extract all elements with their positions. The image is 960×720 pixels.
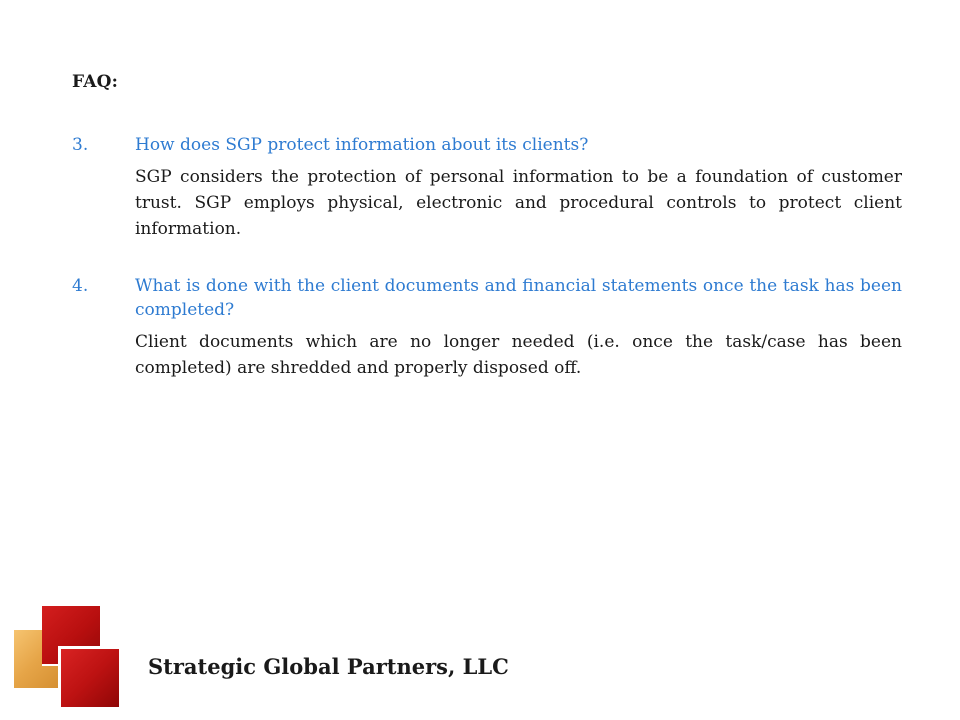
- faq-answer-text: Client documents which are no longer needed (i.e. once the task/case has been completed) are shredded and properly disposed off.: [135, 332, 902, 378]
- faq-item: [72, 133, 902, 242]
- company-logo-icon: [14, 606, 116, 704]
- company-name: Strategic Global Partners, LLC: [148, 654, 509, 679]
- faq-question-row: [72, 133, 902, 157]
- faq-heading: FAQ:: [72, 72, 119, 92]
- faq-item: [72, 274, 902, 381]
- faq-question-text: What is done with the client documents and financial statements once the task has been completed?: [135, 276, 902, 320]
- logo-red-square-bottom: [58, 646, 119, 707]
- faq-question-number: 4.: [72, 276, 89, 296]
- faq-question-row: [72, 274, 902, 322]
- faq-answer-text: SGP considers the protection of personal information to be a foundation of customer trust. SGP employs physical, electronic and procedural controls to protect client information.: [135, 167, 902, 239]
- faq-question-number: 3.: [72, 135, 89, 155]
- faq-question-text: How does SGP protect information about its clients?: [135, 135, 589, 155]
